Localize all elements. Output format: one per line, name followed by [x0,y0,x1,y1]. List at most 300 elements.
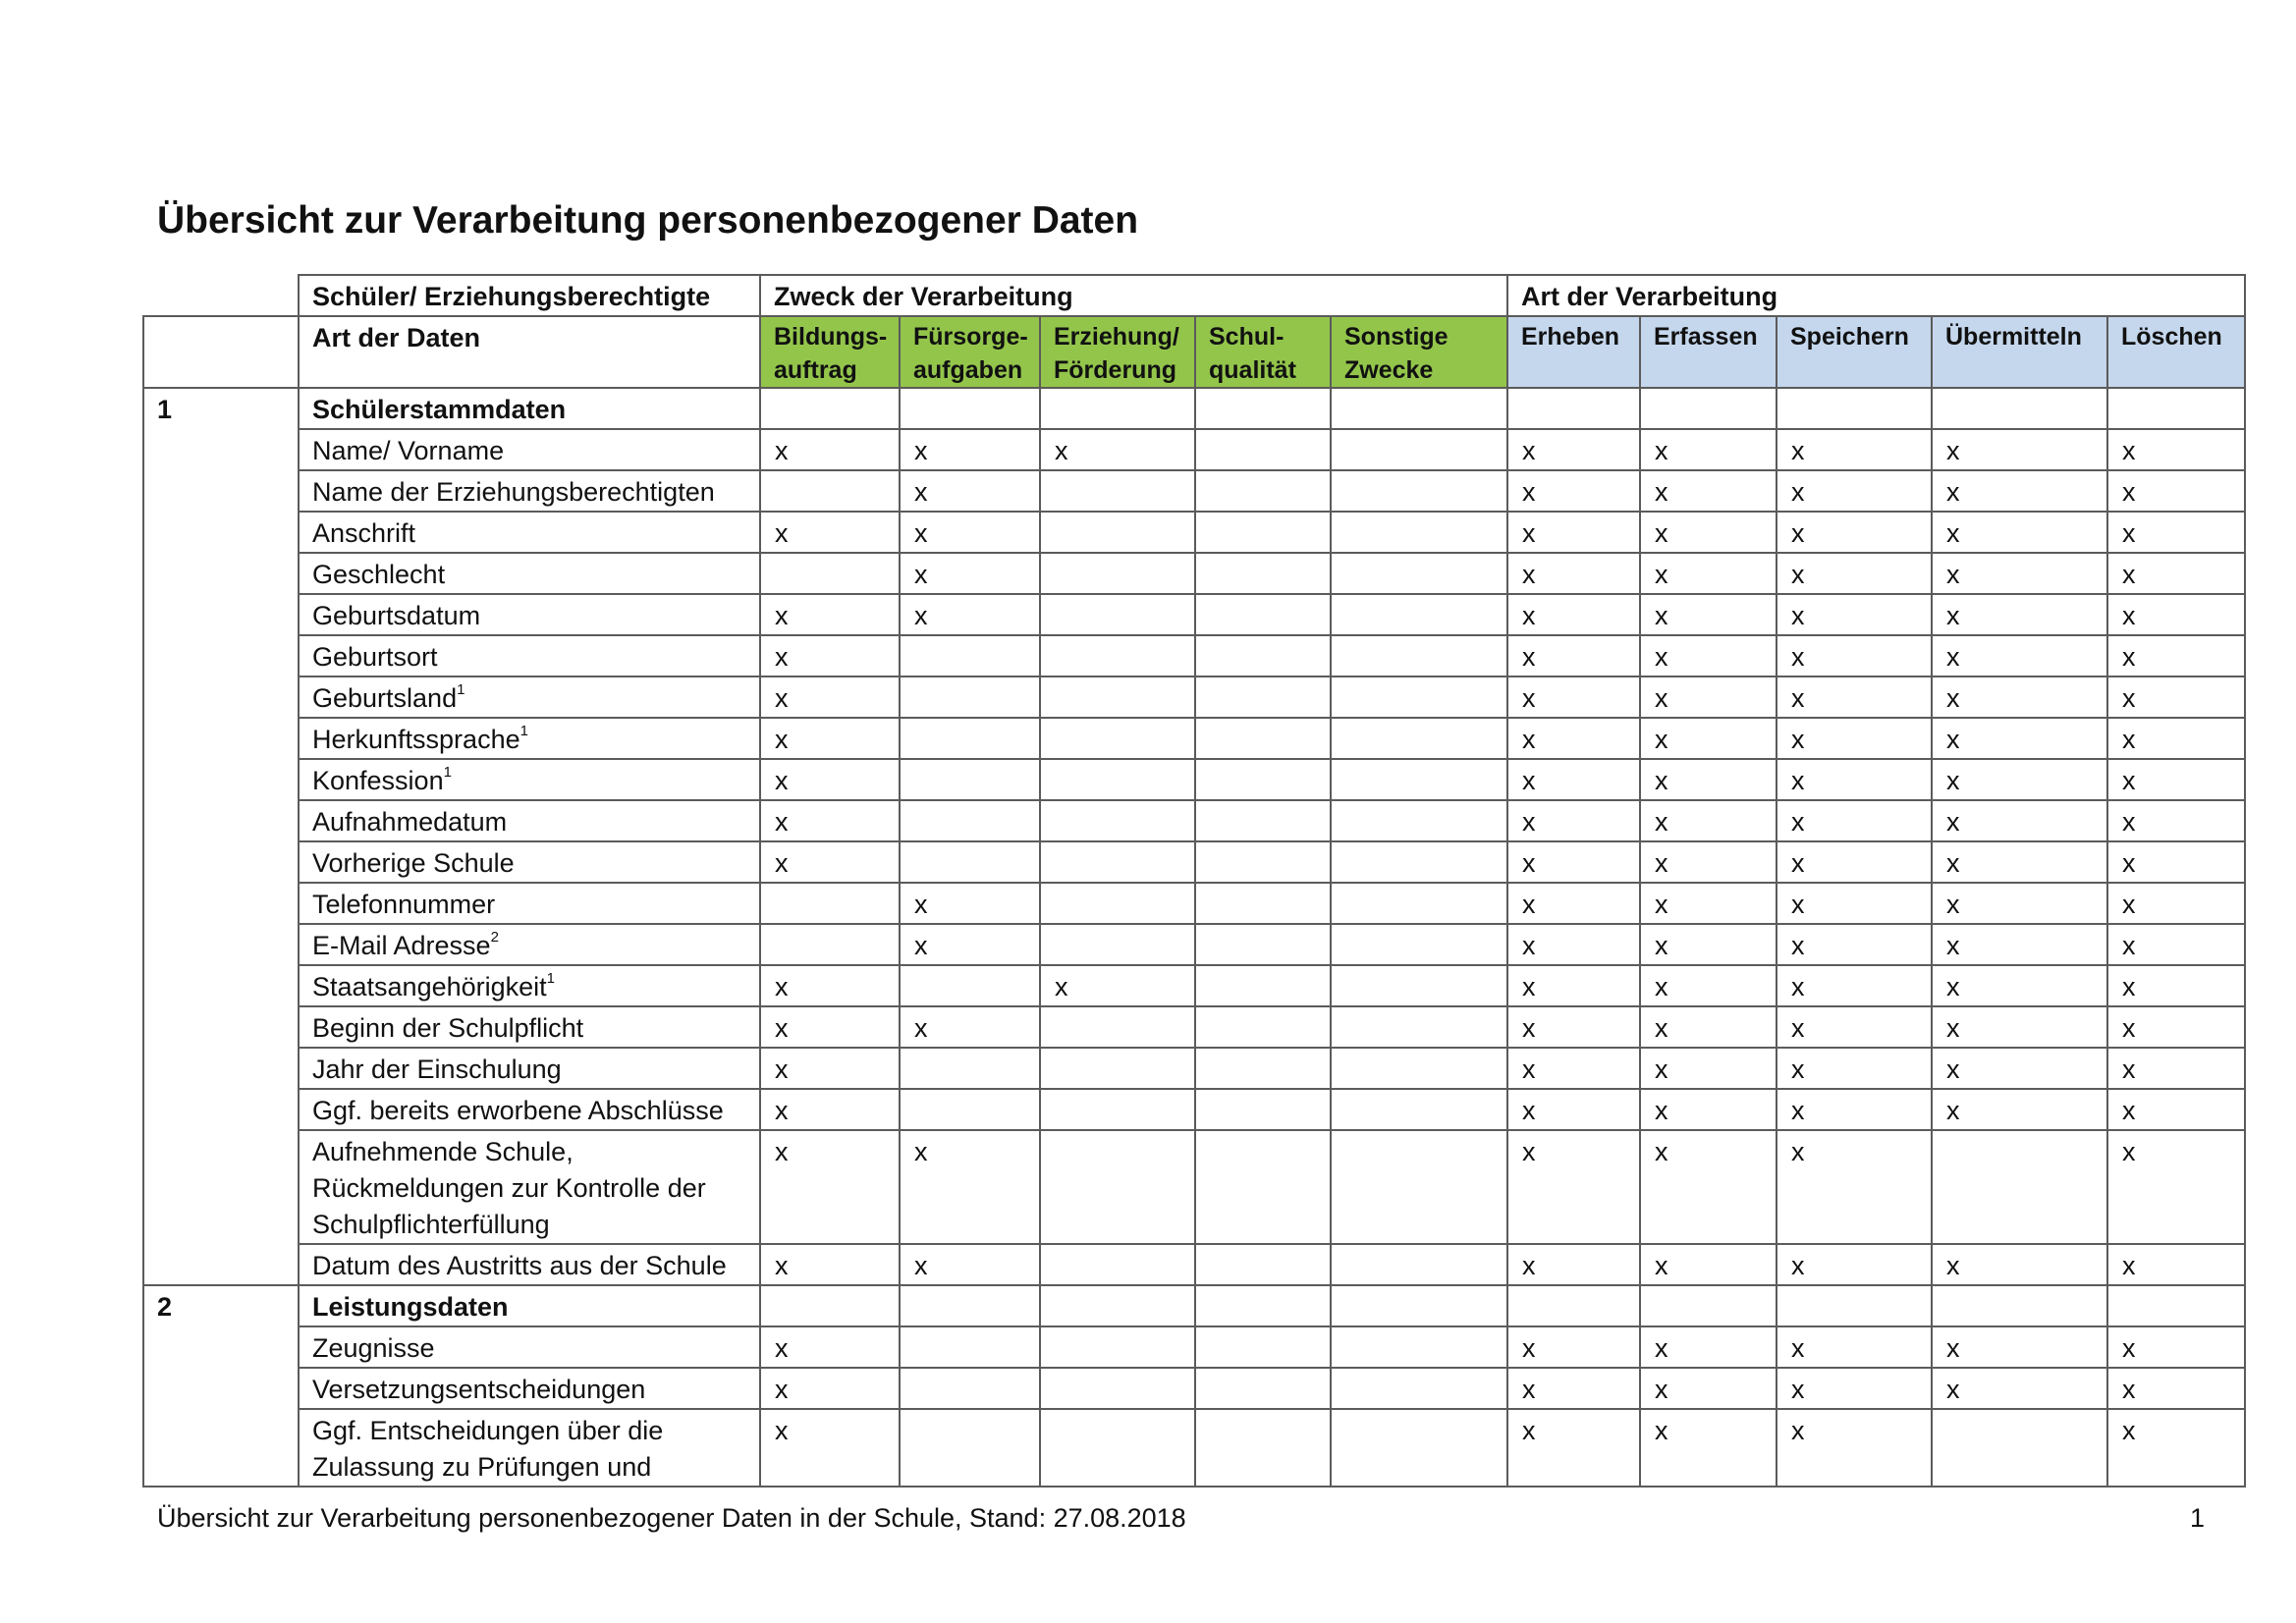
mark-cell [1195,635,1331,676]
empty-cell [1640,1285,1777,1326]
table-row [143,800,2245,841]
mark-cell: x [1640,1326,1777,1368]
table-row [143,553,2245,594]
table-row [143,883,2245,924]
empty-cell [1507,1285,1640,1326]
mark-cell [1195,1368,1331,1409]
mark-cell [1331,718,1507,759]
mark-cell: x [1777,1368,1932,1409]
footer-text: Übersicht zur Verarbeitung personenbezogener Daten in der Schule, Stand: 27.08.2018 [157,1503,1186,1533]
mark-cell: x [1932,676,2107,718]
mark-cell: x [1640,718,1777,759]
empty-cell [1777,1285,1932,1326]
mark-cell: x [1932,429,2107,470]
mark-cell [1331,800,1507,841]
header-empty-cell [143,316,299,388]
mark-cell [900,841,1040,883]
data-item-label [299,800,760,841]
data-item-text: Anschrift [312,518,416,548]
mark-cell: x [1777,429,1932,470]
mark-cell [900,635,1040,676]
mark-cell [1040,718,1195,759]
data-item-text: Name/ Vorname [312,436,505,465]
mark-cell: x [1932,1089,2107,1130]
data-item-label [299,924,760,965]
mark-cell: x [760,635,900,676]
page-title: Übersicht zur Verarbeitung personenbezogener Daten [157,199,1139,242]
mark-cell: x [760,1130,900,1244]
mark-cell [1195,594,1331,635]
mark-cell [1195,470,1331,512]
mark-cell [1331,429,1507,470]
section-number-spacer [143,429,299,470]
mark-cell: x [2107,635,2245,676]
mark-cell: x [900,1006,1040,1048]
mark-cell: x [1507,759,1640,800]
data-item-text: Beginn der Schulpflicht [312,1013,584,1043]
mark-cell: x [1640,553,1777,594]
mark-cell: x [2107,718,2245,759]
section-number-spacer [143,594,299,635]
mark-cell: x [1507,1048,1640,1089]
mark-cell [900,965,1040,1006]
mark-cell [1040,1089,1195,1130]
footnote-marker: 1 [519,723,528,739]
mark-cell [900,1326,1040,1368]
mark-cell [1195,553,1331,594]
header-zweck-line2: aufgaben [913,356,1023,384]
mark-cell [1195,841,1331,883]
data-item-label [299,1089,760,1130]
section-number-spacer [143,1130,299,1244]
empty-cell [1040,388,1195,429]
empty-cell [1932,388,2107,429]
mark-cell [1331,512,1507,553]
empty-cell [2107,388,2245,429]
mark-cell: x [1640,759,1777,800]
table-row [143,759,2245,800]
mark-cell: x [2107,1130,2245,1244]
mark-cell: x [2107,800,2245,841]
mark-cell: x [760,512,900,553]
mark-cell [1040,1368,1195,1409]
section-number-spacer [143,635,299,676]
data-item-label [299,553,760,594]
data-item-text: Geburtsland [312,683,458,713]
mark-cell: x [760,965,900,1006]
mark-cell: x [900,429,1040,470]
data-item-label [299,470,760,512]
mark-cell [1331,1244,1507,1285]
mark-cell [1331,841,1507,883]
data-item-label-line: Aufnehmende Schule, [312,1137,574,1166]
mark-cell: x [760,1368,900,1409]
mark-cell: x [1640,1048,1777,1089]
mark-cell: x [1777,841,1932,883]
mark-cell: x [1507,635,1640,676]
mark-cell: x [1932,924,2107,965]
data-item-label [299,676,760,718]
mark-cell: x [1932,470,2107,512]
mark-cell: x [760,1048,900,1089]
mark-cell [1195,759,1331,800]
mark-cell: x [1777,676,1932,718]
mark-cell: x [1507,718,1640,759]
section-row [143,1285,2245,1326]
mark-cell [1040,800,1195,841]
data-item-text: Geschlecht [312,560,446,589]
data-item-label [299,1409,760,1487]
header-zweck-line2: Zwecke [1344,356,1434,384]
data-item-label [299,965,760,1006]
mark-cell: x [1777,512,1932,553]
empty-cell [1040,1285,1195,1326]
mark-cell: x [2107,470,2245,512]
data-item-label [299,718,760,759]
table-row [143,1244,2245,1285]
mark-cell: x [1640,1130,1777,1244]
mark-cell [1331,1130,1507,1244]
mark-cell: x [1507,1244,1640,1285]
mark-cell: x [760,1409,900,1487]
mark-cell [1331,1368,1507,1409]
mark-cell: x [2107,759,2245,800]
mark-cell [1040,1048,1195,1089]
data-item-label [299,429,760,470]
header-zweck-line1: Sonstige [1344,323,1449,351]
mark-cell [900,676,1040,718]
table-row [143,1368,2245,1409]
mark-cell [1195,883,1331,924]
mark-cell [1331,1326,1507,1368]
group-header-zweck: Zweck der Verarbeitung [760,275,1507,316]
mark-cell: x [2107,1409,2245,1487]
mark-cell: x [1507,1089,1640,1130]
mark-cell: x [1932,1368,2107,1409]
mark-cell: x [1507,1326,1640,1368]
mark-cell [1195,1048,1331,1089]
mark-cell: x [900,924,1040,965]
section-number-spacer [143,883,299,924]
header-zweck-line1: Schul- [1209,323,1285,351]
mark-cell: x [1777,718,1932,759]
mark-cell: x [760,676,900,718]
mark-cell: x [2107,553,2245,594]
data-item-text: Herkunftssprache [312,725,520,754]
mark-cell: x [1932,1048,2107,1089]
mark-cell [1040,512,1195,553]
mark-cell [1040,759,1195,800]
mark-cell: x [760,800,900,841]
mark-cell [1040,1006,1195,1048]
mark-cell: x [760,841,900,883]
mark-cell: x [760,429,900,470]
data-item-label [299,594,760,635]
footnote-marker: 1 [443,764,452,781]
table-row [143,1048,2245,1089]
mark-cell: x [1640,1006,1777,1048]
mark-cell: x [1777,965,1932,1006]
mark-cell: x [1507,1368,1640,1409]
mark-cell: x [2107,924,2245,965]
mark-cell [1331,594,1507,635]
mark-cell: x [900,1130,1040,1244]
data-item-label [299,1326,760,1368]
mark-cell: x [2107,676,2245,718]
group-header-schueler: Schüler/ Erziehungsberechtigte [299,275,760,316]
mark-cell [1040,594,1195,635]
mark-cell: x [1777,1130,1932,1244]
mark-cell [1040,883,1195,924]
mark-cell: x [1640,883,1777,924]
section-number-spacer [143,553,299,594]
section-number-spacer [143,1048,299,1089]
mark-cell [1932,1409,2107,1487]
data-item-label [299,841,760,883]
mark-cell [900,759,1040,800]
data-item-text: Datum des Austritts aus der Schule [312,1251,727,1280]
mark-cell: x [1507,841,1640,883]
mark-cell [1195,429,1331,470]
mark-cell [1040,1326,1195,1368]
empty-cell [2107,1285,2245,1326]
mark-cell: x [760,1326,900,1368]
mark-cell [1040,635,1195,676]
data-item-text: Name der Erziehungsberechtigten [312,477,715,507]
mark-cell: x [1640,676,1777,718]
data-item-label-line: Ggf. Entscheidungen über die [312,1416,664,1445]
mark-cell: x [2107,1326,2245,1368]
mark-cell: x [1507,924,1640,965]
section-number-spacer [143,1368,299,1409]
table-row [143,470,2245,512]
section-row [143,388,2245,429]
mark-cell: x [900,594,1040,635]
mark-cell [900,1409,1040,1487]
empty-cell [900,1285,1040,1326]
mark-cell [1195,512,1331,553]
mark-cell: x [2107,1368,2245,1409]
mark-cell: x [1640,594,1777,635]
header-zweck-2 [1040,316,1195,388]
mark-cell: x [1640,512,1777,553]
mark-cell: x [1507,1006,1640,1048]
section-number-spacer [143,718,299,759]
mark-cell: x [1507,800,1640,841]
mark-cell: x [1507,594,1640,635]
data-item-text: Zeugnisse [312,1333,435,1363]
mark-cell: x [1777,1048,1932,1089]
table-row [143,512,2245,553]
table-row [143,965,2245,1006]
mark-cell [1195,965,1331,1006]
mark-cell [1040,841,1195,883]
table-row [143,1409,2245,1487]
mark-cell: x [1640,1368,1777,1409]
empty-cell [900,388,1040,429]
mark-cell: x [1507,965,1640,1006]
mark-cell: x [900,553,1040,594]
mark-cell: x [1932,512,2107,553]
data-item-label [299,512,760,553]
mark-cell: x [1507,676,1640,718]
mark-cell: x [760,1089,900,1130]
mark-cell [1932,1130,2107,1244]
header-art-4: Löschen [2107,316,2245,388]
table-row [143,676,2245,718]
mark-cell: x [1932,759,2107,800]
header-zweck-0 [760,316,900,388]
section-number-spacer [143,470,299,512]
empty-cell [1195,388,1331,429]
header-art-der-daten: Art der Daten [299,316,760,388]
mark-cell [1331,1409,1507,1487]
section-number-spacer [143,759,299,800]
data-item-text: Aufnahmedatum [312,807,508,837]
mark-cell [1195,1409,1331,1487]
mark-cell [900,1368,1040,1409]
header-zweck-3 [1195,316,1331,388]
mark-cell [1040,1409,1195,1487]
mark-cell [1040,470,1195,512]
mark-cell: x [900,1244,1040,1285]
mark-cell [1195,718,1331,759]
empty-cell [1932,1285,2107,1326]
table-row [143,841,2245,883]
data-item-label [299,1048,760,1089]
table-row [143,1130,2245,1244]
mark-cell: x [1932,1326,2107,1368]
mark-cell: x [1507,1130,1640,1244]
data-processing-table [142,274,2246,1488]
mark-cell: x [1507,883,1640,924]
mark-cell [760,553,900,594]
empty-cell [1331,1285,1507,1326]
header-zweck-line1: Erziehung/ [1054,323,1179,351]
mark-cell: x [1932,594,2107,635]
empty-cell [1507,388,1640,429]
section-number: 2 [143,1285,299,1326]
mark-cell: x [1777,759,1932,800]
mark-cell [1195,1089,1331,1130]
section-number-spacer [143,965,299,1006]
mark-cell: x [760,594,900,635]
section-number-spacer [143,800,299,841]
footnote-marker: 1 [546,970,556,987]
data-item-text: Geburtsdatum [312,601,481,630]
header-art-2: Speichern [1777,316,1932,388]
footnote-marker: 1 [457,681,465,698]
mark-cell [760,470,900,512]
group-header-row [143,275,2245,316]
mark-cell: x [1640,429,1777,470]
section-number-spacer [143,676,299,718]
mark-cell [900,800,1040,841]
data-item-text: Versetzungsentscheidungen [312,1375,646,1404]
mark-cell: x [2107,1089,2245,1130]
mark-cell: x [1777,1089,1932,1130]
section-number: 1 [143,388,299,429]
mark-cell: x [1640,470,1777,512]
section-number-spacer [143,512,299,553]
mark-cell: x [1777,800,1932,841]
mark-cell: x [1507,512,1640,553]
empty-cell [760,388,900,429]
data-item-label [299,1130,760,1244]
mark-cell: x [1932,635,2107,676]
mark-cell [1331,635,1507,676]
header-zweck-line2: auftrag [774,356,857,384]
empty-cell [1777,388,1932,429]
mark-cell [760,924,900,965]
header-zweck-line1: Bildungs- [774,323,888,351]
mark-cell: x [1777,1244,1932,1285]
group-header-art: Art der Verarbeitung [1507,275,2245,316]
mark-cell: x [1640,635,1777,676]
mark-cell: x [1932,1244,2107,1285]
mark-cell: x [2107,594,2245,635]
mark-cell [1331,553,1507,594]
mark-cell [1331,1089,1507,1130]
mark-cell: x [1777,470,1932,512]
mark-cell [1195,1244,1331,1285]
mark-cell: x [1777,635,1932,676]
table-row [143,429,2245,470]
mark-cell: x [1640,924,1777,965]
table-row [143,718,2245,759]
data-item-label-line: Rückmeldungen zur Kontrolle der [312,1173,706,1203]
header-art-3: Übermitteln [1932,316,2107,388]
mark-cell: x [1777,883,1932,924]
mark-cell: x [1640,1409,1777,1487]
header-zweck-line2: qualität [1209,356,1296,384]
mark-cell [1195,1006,1331,1048]
mark-cell: x [1640,1089,1777,1130]
data-item-label [299,883,760,924]
mark-cell: x [1640,965,1777,1006]
mark-cell: x [1640,1244,1777,1285]
section-name: Leistungsdaten [299,1285,760,1326]
mark-cell [1040,1130,1195,1244]
section-number-spacer [143,1089,299,1130]
mark-cell: x [760,1006,900,1048]
header-zweck-line2: Förderung [1054,356,1176,384]
section-number-spacer [143,1244,299,1285]
mark-cell: x [2107,1244,2245,1285]
data-item-label-line: Schulpflichterfüllung [312,1210,550,1239]
mark-cell: x [1932,841,2107,883]
mark-cell [1040,676,1195,718]
mark-cell: x [2107,841,2245,883]
mark-cell: x [1507,429,1640,470]
data-item-label [299,635,760,676]
mark-cell: x [1777,1006,1932,1048]
section-number-spacer [143,1006,299,1048]
data-item-text: Konfession [312,766,444,795]
section-name: Schülerstammdaten [299,388,760,429]
column-header-row [143,316,2245,388]
mark-cell [1195,800,1331,841]
data-item-text: Jahr der Einschulung [312,1055,562,1084]
mark-cell [900,1089,1040,1130]
mark-cell [1040,1244,1195,1285]
section-number-spacer [143,1409,299,1487]
mark-cell: x [2107,429,2245,470]
mark-cell: x [900,470,1040,512]
data-item-text: Vorherige Schule [312,848,515,878]
data-item-text: Geburtsort [312,642,438,672]
mark-cell [1331,470,1507,512]
